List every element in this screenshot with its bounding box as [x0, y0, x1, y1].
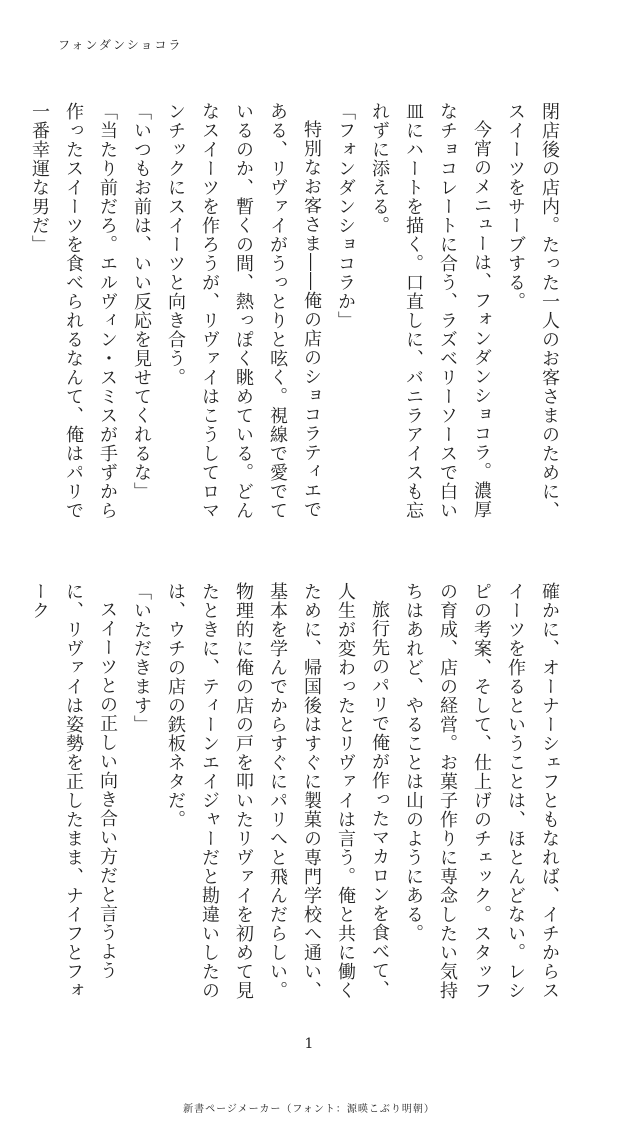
paragraph: 旅行先のパリで俺が作ったマカロンを食べて、人生が変わったとリヴァイは言う。俺と共に働くために、帰国後はすぐに製菓の専門学校へ通い、基本を学んでからすぐにパリへと飛んだらしい。物理的に俺の店の戸を叩いたリヴァイを初めて見たときに、ティーンエイジャーだと勘違いしたのは、ウチの店の鉄板ネタだ。	[165, 582, 390, 1000]
paragraph: 「いただきます」	[131, 582, 152, 734]
running-header: フォンダンショコラ	[58, 38, 183, 52]
top-text-block	[29, 102, 566, 532]
page-number: 1	[304, 1036, 314, 1052]
paragraph: 閉店後の店内。たった一人のお客さまのために、スイーツをサーブする。	[505, 102, 560, 520]
footer-credit: 新書ページメーカー（フォント：源暎こぶり明朝）	[183, 1104, 435, 1115]
paragraph: 「いつもお前は、いい反応を見せてくれるな」	[131, 102, 152, 501]
paragraph: 「当たり前だろ。エルヴィン・スミスが手ずから作ったスイーツを食べられるなんて、俺はパリで一番幸運な男だ」	[29, 102, 118, 520]
paragraph: 確かに、オーナーシェフともなれば、イチからスイーツを作るということは、ほとんどない。レシピの考案、そして、仕上げのチェック。スタッフの育成、店の経営。お菓子作りに専念したい気持ちはあれど、やることは山のようにある。	[403, 582, 560, 1000]
paragraph: 特別なお客さま――俺の店のショコラティエである、リヴァイがうっとりと呟く。視線で愛でているのか、暫くの間、熱っぽく眺めている。どんなスイーツを作ろうが、リヴァイはこうしてロマンチックにスイーツと向き合う。	[165, 102, 322, 520]
paragraph: スイーツとの正しい向き合い方だと言うように、リヴァイは姿勢を正したまま、ナイフとフォーク	[29, 582, 118, 1000]
paragraph: 「フォンダンショコラか」	[335, 102, 356, 330]
paragraph: 今宵のメニューは、フォンダンショコラ。濃厚なチョコレートに合う、ラズベリーソースで白い皿にハートを描く。口直しに、バニラアイスも忘れずに添える。	[369, 102, 492, 520]
bottom-text-block	[29, 582, 566, 1012]
